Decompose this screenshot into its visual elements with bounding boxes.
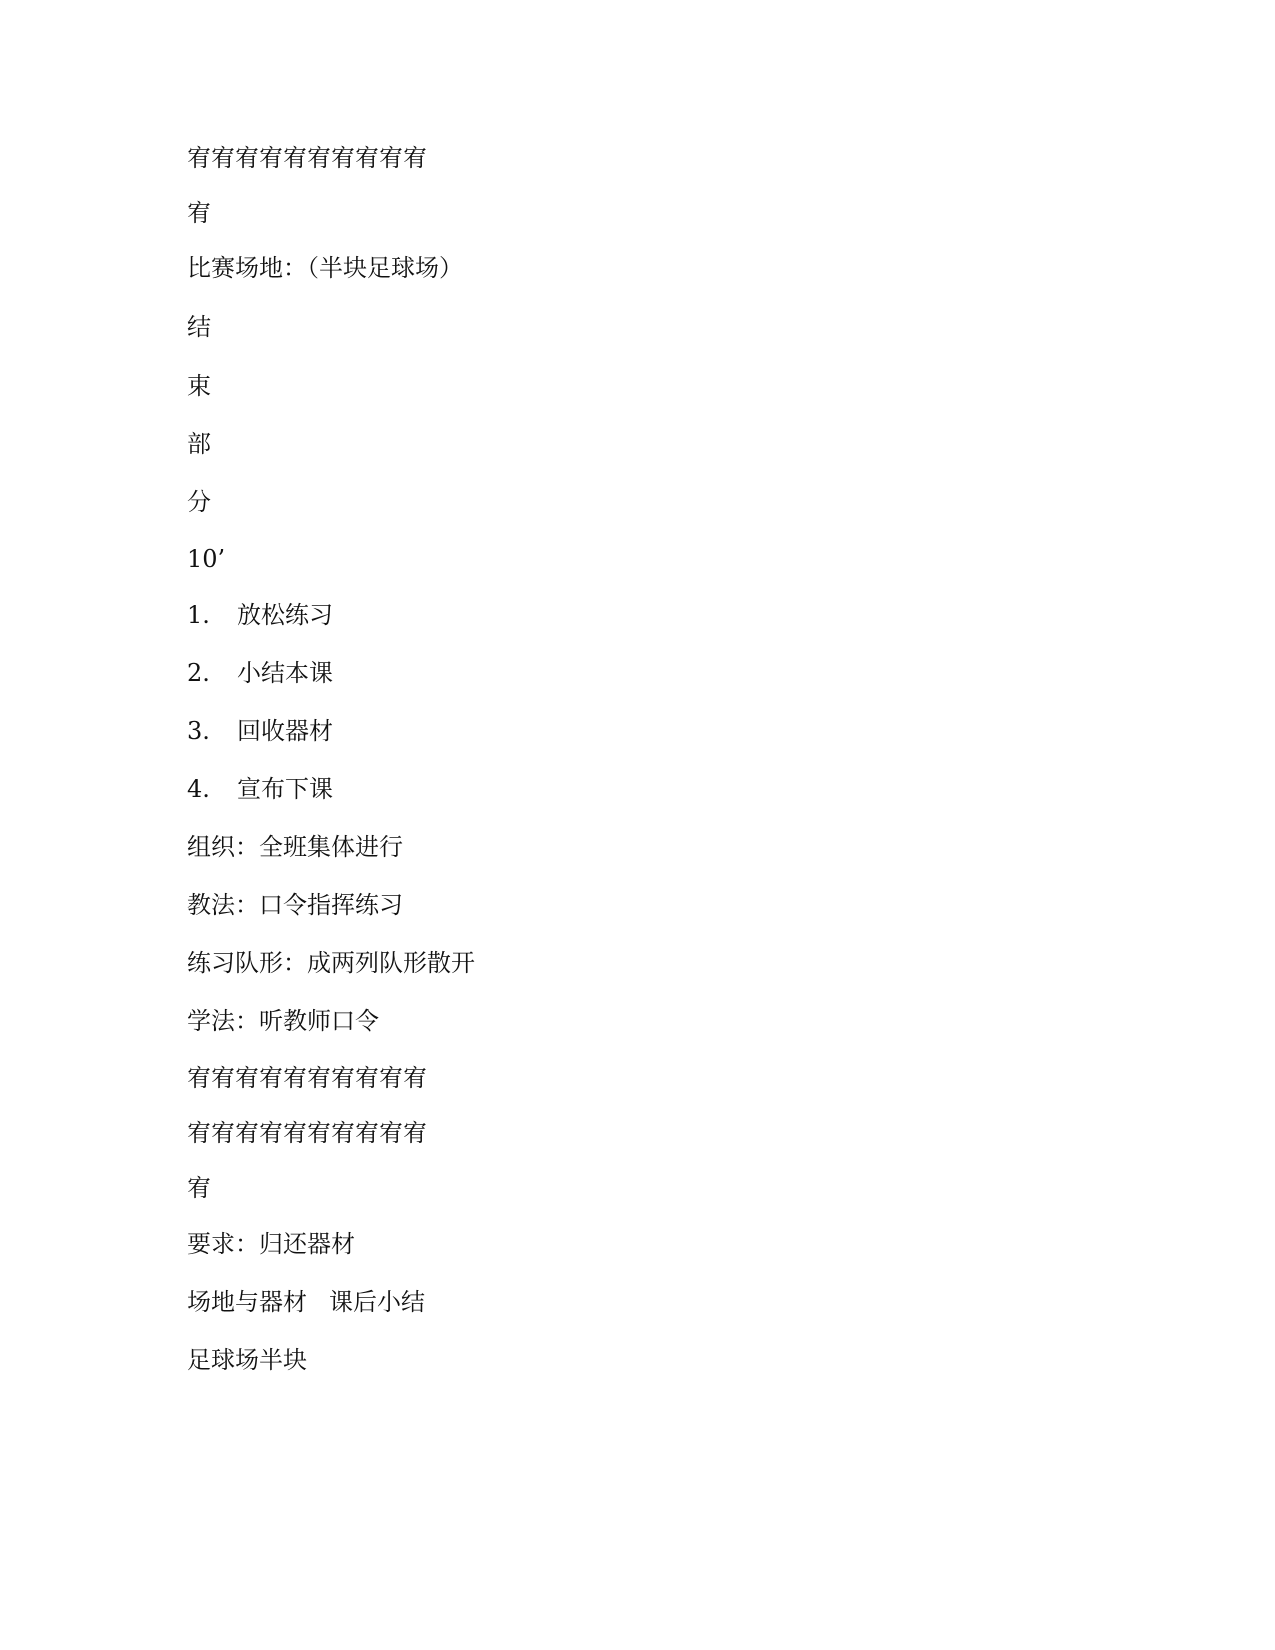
list-item-text: 放松练习 <box>237 601 333 629</box>
list-item-text: 小结本课 <box>237 659 333 687</box>
pattern-row: 宥宥宥宥宥宥宥宥宥宥 <box>187 1119 427 1147</box>
teaching-method-text: 教法：口令指挥练习 <box>187 891 403 919</box>
list-item <box>187 600 333 630</box>
venue-equipment-label: 场地与器材 <box>187 1288 307 1316</box>
list-item-number: 1. <box>187 601 210 629</box>
section-char: 结 <box>187 313 211 341</box>
list-item-text: 宣布下课 <box>237 775 333 803</box>
list-item <box>187 658 333 688</box>
learning-method-text: 学法：听教师口令 <box>187 1007 379 1035</box>
list-item-number: 4. <box>187 775 210 803</box>
section-char: 分 <box>187 488 211 516</box>
formation-text: 练习队形：成两列队形散开 <box>187 949 475 977</box>
pattern-row: 宥 <box>187 1174 211 1202</box>
organization-text: 组织：全班集体进行 <box>187 833 403 861</box>
list-item-number: 2. <box>187 659 210 687</box>
list-item <box>187 774 333 804</box>
section-char: 束 <box>187 372 211 400</box>
list-item-text: 回收器材 <box>237 717 333 745</box>
pattern-row: 宥宥宥宥宥宥宥宥宥宥 <box>187 1064 427 1092</box>
venue-text: 比赛场地：（半块足球场） <box>187 254 463 282</box>
post-class-summary-label: 课后小结 <box>329 1288 425 1316</box>
pattern-row: 宥宥宥宥宥宥宥宥宥宥 <box>187 144 427 172</box>
list-item-number: 3. <box>187 717 210 745</box>
list-item <box>187 716 333 746</box>
requirement-text: 要求：归还器材 <box>187 1230 355 1258</box>
footer-row <box>187 1287 425 1317</box>
duration-text: 10’ <box>187 545 226 573</box>
field-text: 足球场半块 <box>187 1346 307 1374</box>
section-char: 部 <box>187 430 211 458</box>
pattern-row: 宥 <box>187 199 211 227</box>
